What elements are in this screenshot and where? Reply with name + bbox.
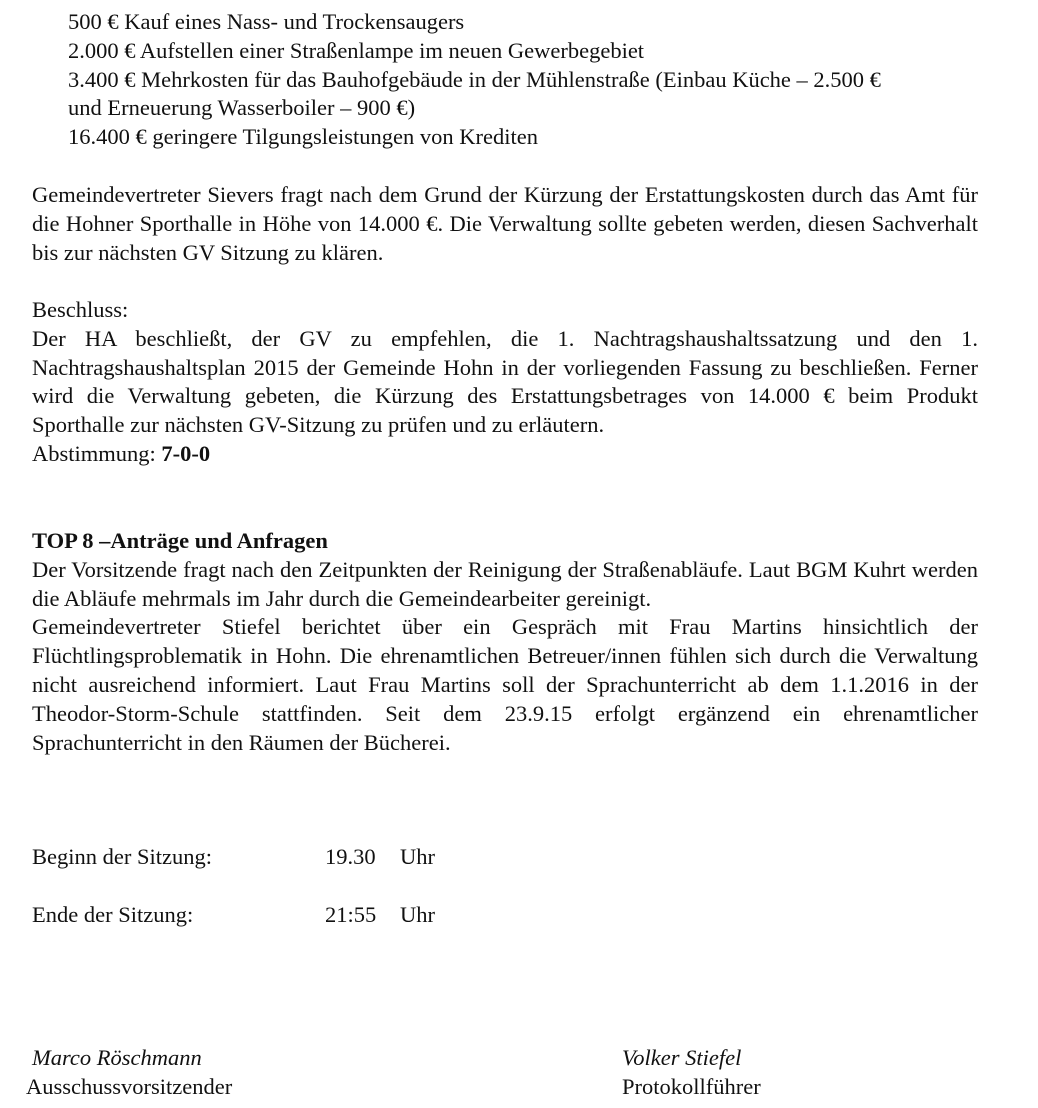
recorder-signature-block <box>622 1044 761 1102</box>
top8-heading: TOP 8 –Anträge und Anfragen <box>32 528 328 553</box>
top8-paragraph-street-drains: Der Vorsitzende fragt nach den Zeitpunkten der Reinigung der Straßenabläufe. Laut BGM Kuhrt werden die Abläufe mehrmals im Jahr durch die Gemeindearbeiter gereinigt. <box>32 556 978 611</box>
expense-item-bauhof: 3.400 € Mehrkosten für das Bauhofgebäude in der Mühlenstraße (Einbau Küche – 2.500 € <box>68 66 881 92</box>
vote-label: Abstimmung: <box>32 440 162 466</box>
chair-role: Ausschussvorsitzender <box>26 1073 233 1099</box>
expense-item-vacuum: 500 € Kauf eines Nass- und Trockensaugers <box>68 9 465 34</box>
session-end-unit: Uhr <box>400 902 435 927</box>
session-begin-time: 19.30 <box>325 844 376 869</box>
session-begin-unit: Uhr <box>400 844 435 869</box>
recorder-role: Protokollführer <box>622 1073 761 1099</box>
expense-item-streetlamp: 2.000 € Aufstellen einer Straßenlampe im neuen Gewerbegebiet <box>68 37 645 63</box>
resolution-section <box>32 296 978 469</box>
top8-paragraph-refugees: Gemeindevertreter Stiefel berichtet über ein Gespräch mit Frau Martins hinsichtlich der Flüchtlingsproblematik in Hohn. Die ehrenamtlichen Betreuer/innen fühlen sich durch die Verwaltung nicht ausreichend informiert. Laut Frau Martins soll der Sprachunterricht ab dem 1.1.2016 in der Theodor-Storm-Schule stattfinden. Seit dem 23.9.15 erfolgt ergänzend ein ehrenamtlicher Sprachunterricht in den Räumen der Bücherei. <box>32 614 978 755</box>
top8-section <box>32 527 978 757</box>
resolution-text: Der HA beschließt, der GV zu empfehlen, die 1. Nachtragshaushaltssatzung und den 1. Nachtragshaushaltsplan 2015 der Gemeinde Hohn in der vorliegenden Fassung zu beschließen. Ferner wird die Verwaltung gebeten, die Kürzung des Erstattungsbetrages von 14.000 € beim Produkt Sporthalle zur nächsten GV-Sitzung zu prüfen und zu erläutern. <box>32 325 978 438</box>
session-end-time: 21:55 <box>325 902 377 927</box>
sievers-paragraph: Gemeindevertreter Sievers fragt nach dem Grund der Kürzung der Erstattungskosten durch das Amt für die Hohner Sporthalle in Höhe von 14.000 €. Die Verwaltung sollte gebeten werden, diesen Sachverhalt bis zur nächsten GV Sitzung zu klären. <box>32 182 978 265</box>
chair-name: Marco Röschmann <box>32 1045 202 1070</box>
session-begin-label: Beginn der Sitzung: <box>32 844 212 869</box>
session-end-label: Ende der Sitzung: <box>32 902 194 927</box>
resolution-heading: Beschluss: <box>32 297 129 322</box>
vote-line <box>32 440 978 469</box>
chair-signature-block <box>26 1044 232 1102</box>
recorder-name: Volker Stiefel <box>622 1045 742 1070</box>
expense-item-repayment: 16.400 € geringere Tilgungsleistungen von Krediten <box>68 124 538 150</box>
vote-result: 7-0-0 <box>161 440 211 466</box>
expense-list <box>68 8 980 152</box>
expense-item-bauhof-continued: und Erneuerung Wasserboiler – 900 €) <box>68 95 416 121</box>
